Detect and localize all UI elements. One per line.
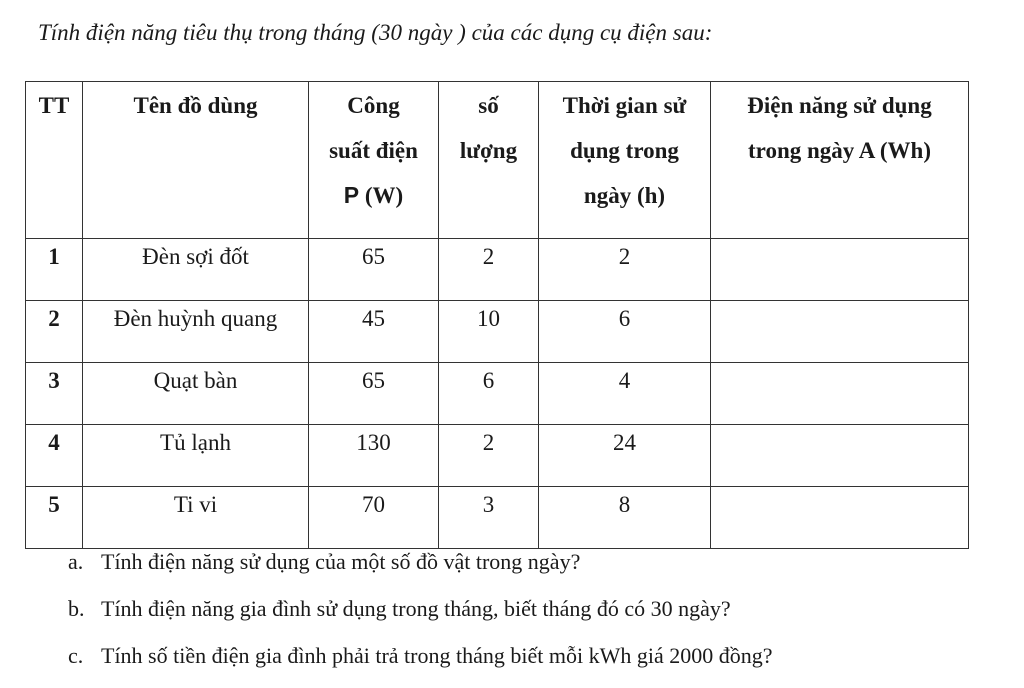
table-header-row xyxy=(26,82,969,239)
cell-daily-energy xyxy=(711,363,969,425)
cell-daily-energy xyxy=(711,487,969,549)
cell-name: Đèn huỳnh quang xyxy=(83,301,309,363)
cell-quantity: 2 xyxy=(439,239,539,301)
cell-name: Tủ lạnh xyxy=(83,425,309,487)
question-marker: b. xyxy=(68,596,85,621)
table-row xyxy=(26,239,969,301)
cell-tt: 1 xyxy=(26,239,83,301)
header-power: Công suất điện P (W) xyxy=(309,82,439,239)
cell-usage-time: 24 xyxy=(539,425,711,487)
table-row xyxy=(26,425,969,487)
question-text: Tính điện năng sử dụng của một số đồ vật trong ngày? xyxy=(101,549,581,574)
cell-tt: 2 xyxy=(26,301,83,363)
cell-name: Quạt bàn xyxy=(83,363,309,425)
cell-name: Ti vi xyxy=(83,487,309,549)
cell-tt: 5 xyxy=(26,487,83,549)
question-list xyxy=(68,547,772,688)
cell-daily-energy xyxy=(711,239,969,301)
question-marker: a. xyxy=(68,549,84,574)
cell-quantity: 3 xyxy=(439,487,539,549)
question-marker: c. xyxy=(68,643,84,668)
cell-power: 130 xyxy=(309,425,439,487)
cell-power: 45 xyxy=(309,301,439,363)
header-usage-time: Thời gian sử dụng trong ngày (h) xyxy=(539,82,711,239)
cell-power: 65 xyxy=(309,239,439,301)
energy-table xyxy=(25,81,969,549)
cell-usage-time: 2 xyxy=(539,239,711,301)
cell-power: 65 xyxy=(309,363,439,425)
header-name: Tên đồ dùng xyxy=(83,82,309,239)
cell-tt: 4 xyxy=(26,425,83,487)
cell-quantity: 10 xyxy=(439,301,539,363)
cell-power: 70 xyxy=(309,487,439,549)
header-daily-energy: Điện năng sử dụng trong ngày A (Wh) xyxy=(711,82,969,239)
cell-daily-energy xyxy=(711,301,969,363)
cell-quantity: 6 xyxy=(439,363,539,425)
question-item xyxy=(68,594,772,641)
cell-name: Đèn sợi đốt xyxy=(83,239,309,301)
question-text: Tính điện năng gia đình sử dụng trong tháng, biết tháng đó có 30 ngày? xyxy=(101,596,731,621)
cell-tt: 3 xyxy=(26,363,83,425)
table-row xyxy=(26,363,969,425)
cell-usage-time: 8 xyxy=(539,487,711,549)
cell-usage-time: 6 xyxy=(539,301,711,363)
page-title: Tính điện năng tiêu thụ trong tháng (30 ngày ) của các dụng cụ điện sau: xyxy=(38,20,713,45)
header-tt: TT xyxy=(26,82,83,239)
question-text: Tính số tiền điện gia đình phải trả trong tháng biết mỗi kWh giá 2000 đồng? xyxy=(101,643,773,668)
cell-quantity: 2 xyxy=(439,425,539,487)
header-quantity: số lượng xyxy=(439,82,539,239)
question-item xyxy=(68,641,772,688)
cell-usage-time: 4 xyxy=(539,363,711,425)
cell-daily-energy xyxy=(711,425,969,487)
table-row xyxy=(26,487,969,549)
table-row xyxy=(26,301,969,363)
question-item xyxy=(68,547,772,594)
